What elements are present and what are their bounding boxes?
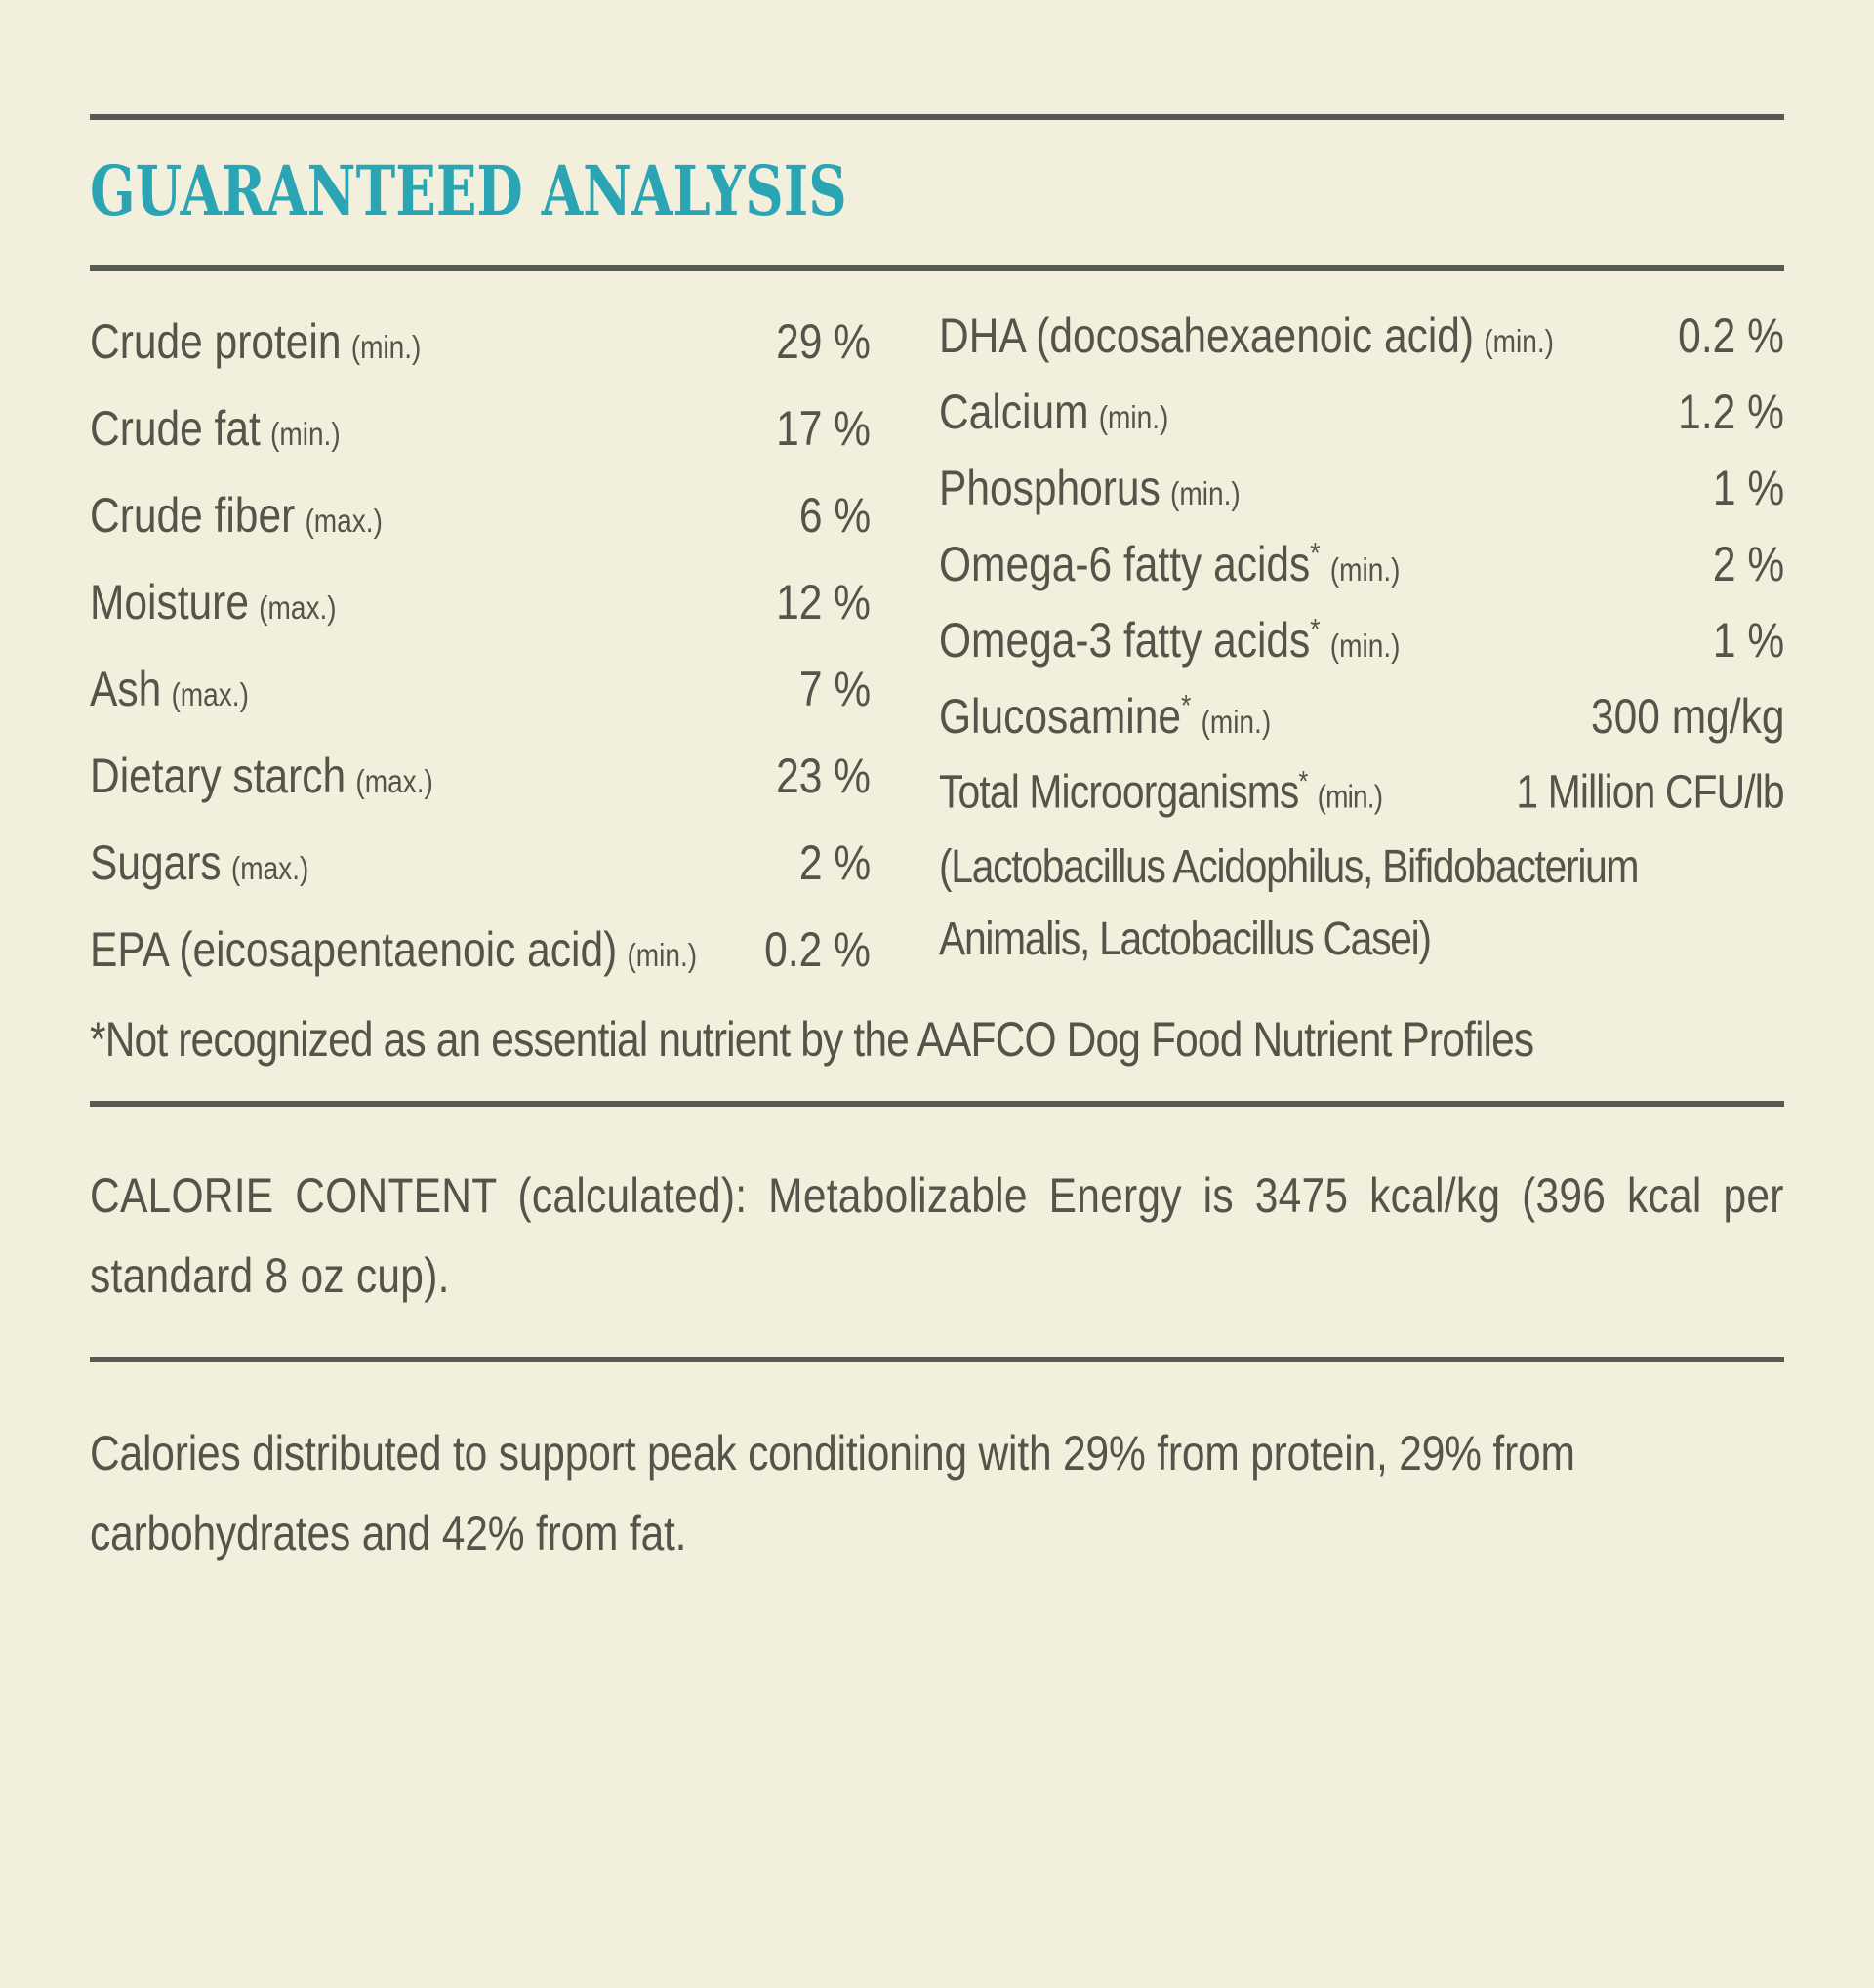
nutrient-row: [939, 527, 1784, 603]
divider-above-calories: [90, 1101, 1784, 1107]
nutrient-label: Phosphorus (min.): [939, 460, 1241, 515]
nutrient-qualifier: (min.): [1329, 627, 1401, 664]
nutrient-qualifier: (min.): [1484, 322, 1554, 359]
nutrient-qualifier: (min.): [1201, 703, 1272, 740]
guaranteed-analysis-table: [90, 299, 1784, 994]
asterisk-marker: *: [1310, 536, 1321, 571]
nutrient-qualifier: (max.): [355, 762, 433, 799]
nutrient-row: [90, 820, 871, 907]
nutrient-label: Crude protein (min.): [90, 313, 422, 369]
nutrient-value: 1.2 %: [1678, 384, 1784, 439]
nutrient-qualifier: (max.): [305, 502, 383, 539]
nutrient-value: 12 %: [776, 574, 871, 629]
nutrient-label: Dietary starch (max.): [90, 748, 433, 803]
nutrient-label: Omega-3 fatty acids* (min.): [939, 612, 1401, 668]
nutrient-row: [90, 299, 871, 385]
nutrient-value: 7 %: [798, 661, 871, 716]
nutrient-row: [939, 679, 1784, 755]
label-panel: [0, 114, 1874, 1573]
nutrient-qualifier: (min.): [1317, 778, 1383, 815]
asterisk-marker: *: [1181, 688, 1192, 723]
nutrient-row: [939, 603, 1784, 679]
nutrient-qualifier: (max.): [259, 588, 337, 626]
nutrient-qualifier: (max.): [230, 849, 309, 886]
nutrient-value: 23 %: [776, 748, 871, 803]
nutrient-label: Sugars (max.): [90, 834, 309, 890]
nutrient-row: [939, 451, 1784, 527]
nutrient-value: 6 %: [798, 487, 871, 543]
nutrient-value: 1 %: [1712, 612, 1784, 668]
nutrient-value: 0.2 %: [1678, 307, 1784, 363]
divider-under-title: [90, 265, 1784, 271]
nutrient-label: Total Microorganisms* (min.): [939, 765, 1383, 819]
nutrient-label: Omega-6 fatty acids* (min.): [939, 536, 1401, 591]
nutrient-row: [939, 755, 1784, 976]
aafco-footnote: *Not recognized as an essential nutrient by the AAFCO Dog Food Nutrient Profiles: [90, 1012, 1534, 1067]
nutrient-value: 1 Million CFU/lb: [1516, 766, 1784, 819]
nutrient-row: [90, 472, 871, 559]
page-title: GUARANTEED ANALYSIS: [90, 150, 847, 231]
divider-top: [90, 114, 1784, 120]
nutrient-value: 2 %: [1712, 536, 1784, 591]
nutrient-label: Calcium (min.): [939, 384, 1169, 439]
microorganism-detail-line: (Lactobacillus Acidophilus, Bifidobacterium: [939, 841, 1639, 893]
nutrient-qualifier: (min.): [350, 328, 422, 365]
microorganism-detail-line: Animalis, Lactobacillus Casei): [939, 913, 1431, 965]
calorie-content-text: CALORIE CONTENT (calculated): Metabolizable Energy is 3475 kcal/kg (396 kcal per standard 8 oz cup).: [90, 1168, 1784, 1303]
nutrient-row: [90, 559, 871, 646]
nutrient-value: 0.2 %: [764, 921, 871, 977]
nutrient-qualifier: (min.): [270, 415, 341, 452]
nutrient-row: [939, 299, 1784, 375]
nutrient-value: 300 mg/kg: [1590, 688, 1784, 744]
nutrient-label: Crude fat (min.): [90, 400, 341, 456]
nutrient-label: Moisture (max.): [90, 574, 337, 629]
nutrient-qualifier: (min.): [1170, 474, 1241, 511]
nutrient-row: [90, 646, 871, 733]
nutrient-row: [90, 907, 871, 994]
divider-above-distribution: [90, 1357, 1784, 1362]
nutrient-label: Ash (max.): [90, 661, 249, 716]
nutrient-row: [939, 375, 1784, 451]
nutrient-value: 17 %: [776, 400, 871, 456]
nutrient-label: Crude fiber (max.): [90, 487, 383, 543]
asterisk-marker: *: [1298, 765, 1308, 798]
asterisk-marker: *: [1310, 612, 1321, 647]
nutrient-label: Glucosamine* (min.): [939, 688, 1272, 744]
nutrient-value: 2 %: [798, 834, 871, 890]
nutrient-qualifier: (max.): [171, 675, 249, 712]
nutrient-qualifier: (min.): [627, 936, 698, 973]
nutrient-qualifier: (min.): [1098, 398, 1169, 435]
nutrient-qualifier: (min.): [1329, 550, 1401, 588]
nutrient-label: EPA (eicosapentaenoic acid) (min.): [90, 921, 698, 977]
nutrient-label: DHA (docosahexaenoic acid) (min.): [939, 307, 1554, 363]
calorie-distribution-text: Calories distributed to support peak conditioning with 29% from protein, 29% from carbohydrates and 42% from fat.: [90, 1426, 1575, 1561]
nutrient-value: 29 %: [776, 313, 871, 369]
nutrient-value: 1 %: [1712, 460, 1784, 515]
nutrient-row: [90, 385, 871, 472]
nutrient-column-right: [939, 299, 1784, 994]
nutrient-row: [90, 733, 871, 820]
nutrient-column-left: [90, 299, 871, 994]
